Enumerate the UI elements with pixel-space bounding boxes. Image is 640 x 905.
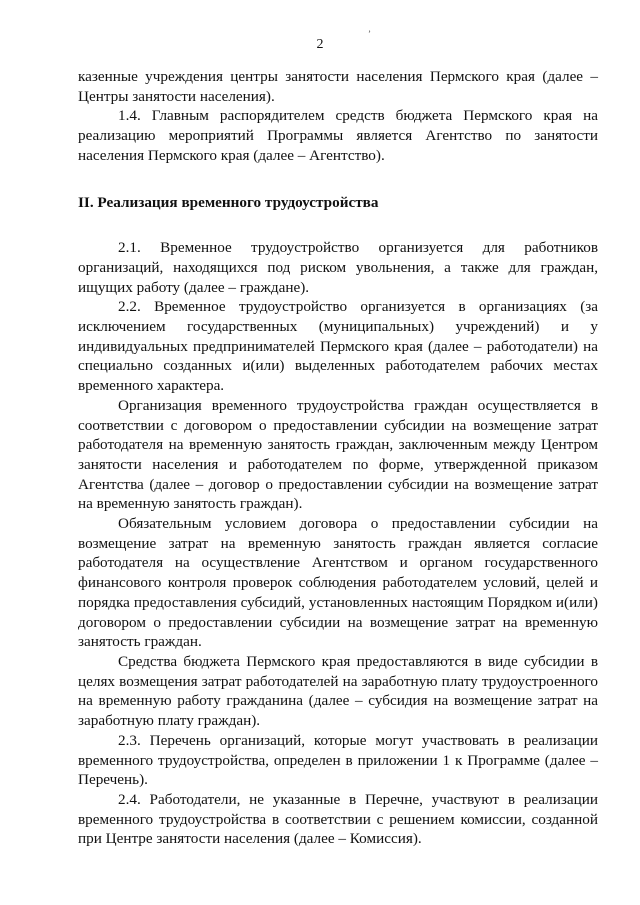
paragraph-organization: Организация временного трудоустройства граждан осуществляется в соответствии с договором о предоставлении субсидии на возмещение затрат работодателя на временную занятость граждан, заключенным между Центром занятости населения и работодателем по форме, утвержденной приказом Агентства (далее – договор о предоставлении субсидии на возмещение затрат на временную занятость граждан). [78, 396, 598, 513]
paragraph-continuation: казенные учреждения центры занятости населения Пермского края (далее – Центры занятости населения). [78, 68, 598, 105]
document-body [78, 67, 598, 849]
paragraph-2-2: 2.2. Временное трудоустройство организуется в организациях (за исключением государственных (муниципальных) учреждений) и у индивидуальных предпринимателей Пермского края (далее – работодатели) на специально созданных и(или) выделенных работодателем рабочих местах временного характера. [78, 298, 598, 395]
paragraph-mandatory-condition: Обязательным условием договора о предоставлении субсидии на возмещение затрат на временную занятость граждан является согласие работодателя на осуществление Агентством и органом государственного финансового контроля проверок соблюдения работодателем условий, целей и порядка предоставления субсидий, установленных настоящим Порядком и(или) договором о предоставлении субсидии на возмещение затрат на временную занятость граждан. [78, 515, 598, 651]
paragraph-1-4: 1.4. Главным распорядителем средств бюджета Пермского края на реализацию мероприятий Программы является Агентство по занятости населения Пермского края (далее – Агентство). [78, 107, 598, 164]
paragraph-2-3: 2.3. Перечень организаций, которые могут участвовать в реализации временного трудоустройства, определен в приложении 1 к Программе (далее – Перечень). [78, 731, 598, 789]
paragraph-2-4: 2.4. Работодатели, не указанные в Перечне, участвуют в реализации временного трудоустройства в соответствии с решением комиссии, созданной при Центре занятости населения (далее – Комиссия). [78, 790, 598, 848]
corner-mark: ʼ [368, 29, 371, 39]
page-number: 2 [316, 37, 324, 52]
section-heading: II. Реализация временного трудоустройства [78, 193, 379, 211]
paragraph-budget-funds: Средства бюджета Пермского края предоставляются в виде субсидии в целях возмещения затрат работодателей на заработную плату трудоустроенного на временную работу гражданина (далее – субсидия на возмещение затрат на заработную плату граждан). [78, 652, 598, 730]
paragraph-2-1: 2.1. Временное трудоустройство организуется для работников организаций, находящихся под риском увольнения, а также для граждан, ищущих работу (далее – граждане). [78, 239, 598, 296]
